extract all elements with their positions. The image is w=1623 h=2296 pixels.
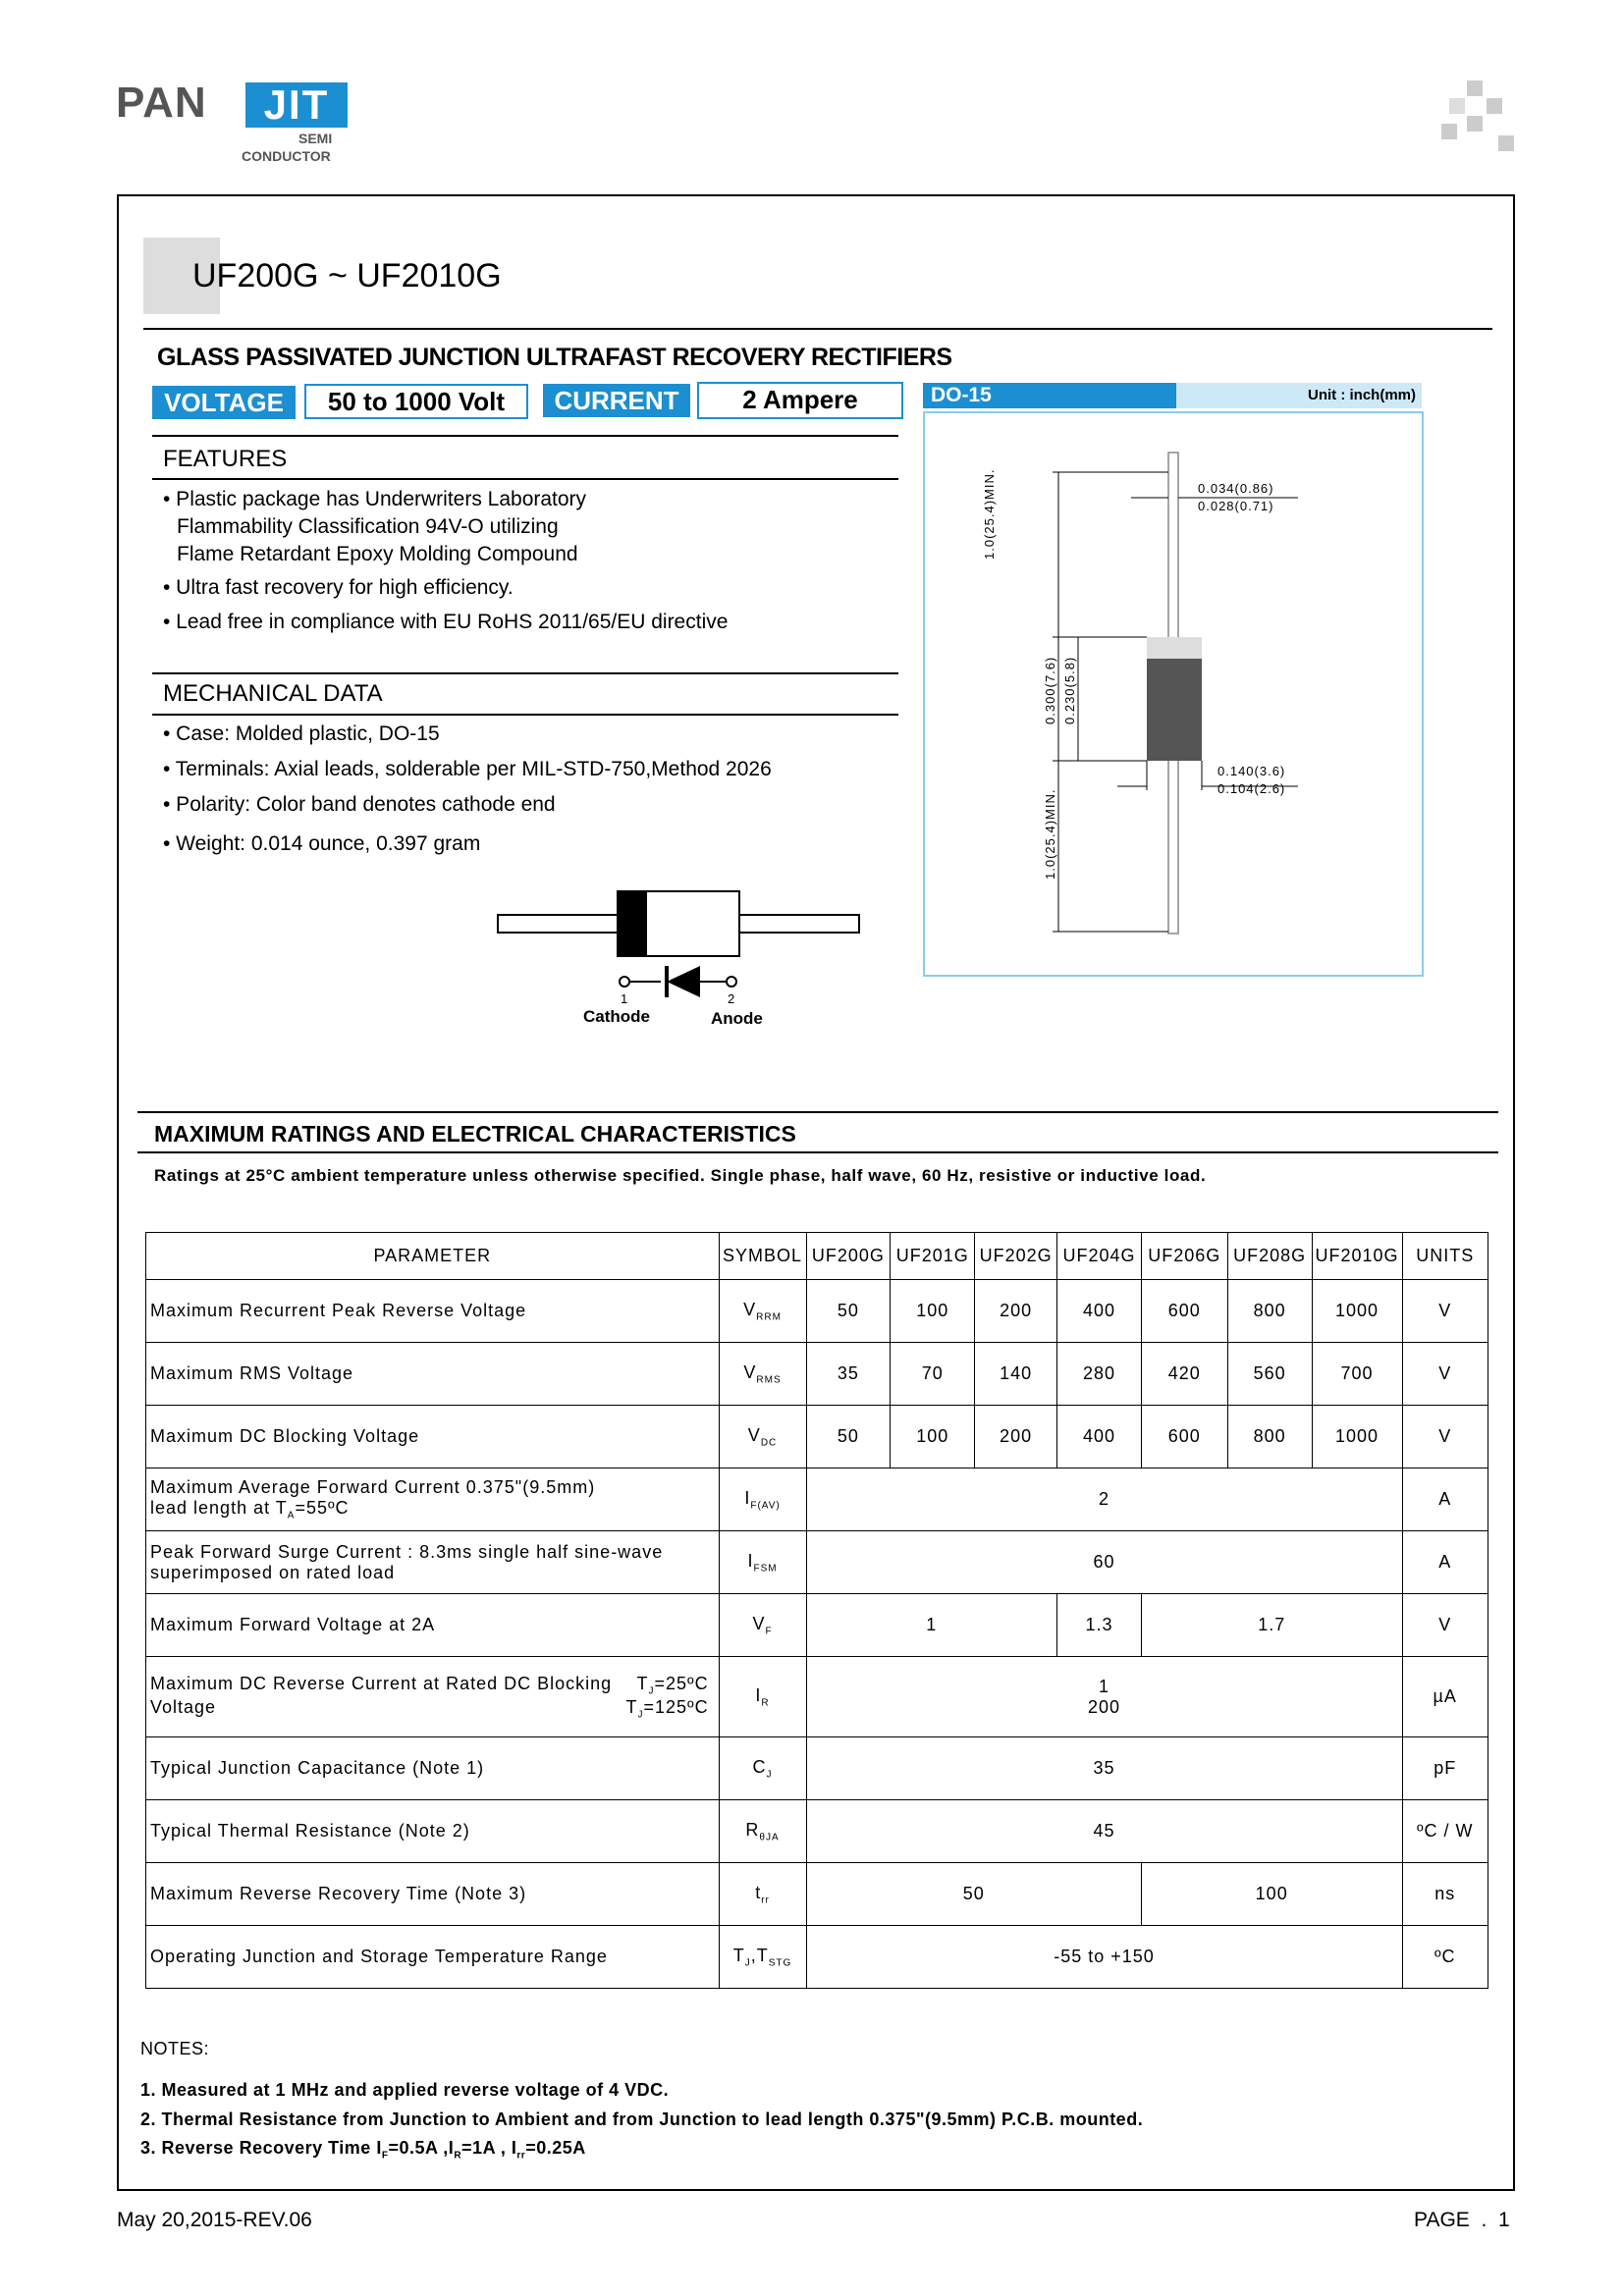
- feature-item: Flammability Classification 94V-O utilizing: [177, 515, 559, 538]
- value-cell: -55 to +150: [806, 1926, 1402, 1989]
- symbol-sub: F(AV): [750, 1500, 781, 1512]
- value-cell: 100: [891, 1406, 975, 1468]
- voltage-value: 50 to 1000 Volt: [304, 384, 528, 419]
- value-cell: 560: [1227, 1343, 1312, 1406]
- symbol-text: I: [747, 1550, 754, 1571]
- feature-item: • Ultra fast recovery for high efficiency.: [163, 576, 514, 599]
- note-3: [140, 2138, 586, 2162]
- value-cell: 1: [806, 1594, 1057, 1657]
- param-cell: Maximum DC Blocking Voltage: [146, 1406, 720, 1468]
- logo-pan: PAN: [116, 79, 207, 127]
- symbol-cell: [719, 1926, 806, 1989]
- feature-item: • Lead free in compliance with EU RoHS 2011/65/EU directive: [163, 611, 729, 633]
- param-cell: [146, 1657, 720, 1737]
- divider: [152, 478, 898, 480]
- header-cell: UF2010G: [1312, 1233, 1402, 1280]
- value-cell: 800: [1227, 1280, 1312, 1343]
- unit-cell: V: [1402, 1406, 1488, 1468]
- value-cell: 45: [806, 1800, 1402, 1863]
- param-text: Voltage: [150, 1696, 217, 1717]
- cond-text: [636, 1674, 708, 1697]
- value-cell: 50: [806, 1406, 891, 1468]
- value-cell: 35: [806, 1737, 1402, 1800]
- param-sub: A: [287, 1510, 296, 1522]
- features-heading: FEATURES: [163, 446, 288, 472]
- header-cell: SYMBOL: [719, 1233, 806, 1280]
- param-cell: Operating Junction and Storage Temperature Range: [146, 1926, 720, 1989]
- symbol-text: V: [743, 1299, 757, 1319]
- dim-wire-a: 0.034(0.86): [1198, 481, 1274, 496]
- subtitle: GLASS PASSIVATED JUNCTION ULTRAFAST RECOVERY RECTIFIERS: [157, 344, 952, 371]
- table-row: [146, 1737, 1488, 1800]
- unit-cell: ºC / W: [1402, 1800, 1488, 1863]
- dim-wire-b: 0.028(0.71): [1198, 499, 1274, 513]
- note-sub: R: [454, 2150, 462, 2162]
- pin1-label: 1: [621, 991, 628, 1006]
- table-row: [146, 1863, 1488, 1926]
- header-cell: PARAMETER: [146, 1233, 720, 1280]
- symbol-sub: rr: [761, 1895, 770, 1906]
- divider: [137, 1111, 1498, 1113]
- value-cell: 800: [1227, 1406, 1312, 1468]
- note-2: 2. Thermal Resistance from Junction to Ambient and from Junction to lead length 0.375"(9.5mm) P.C.B. mounted.: [140, 2109, 1144, 2129]
- footer-date: May 20,2015-REV.06: [117, 2209, 312, 2231]
- symbol-cell: [719, 1863, 806, 1926]
- symbol-sub: F: [765, 1626, 773, 1637]
- package-outline-drawing: [925, 413, 1422, 975]
- symbol-cell: [719, 1594, 806, 1657]
- header-cell: UF202G: [975, 1233, 1057, 1280]
- param-text: lead length at T: [150, 1498, 288, 1519]
- package-unit: Unit : inch(mm): [1176, 383, 1422, 408]
- diode-drawing: [496, 883, 869, 1031]
- notes-heading: NOTES:: [140, 2039, 210, 2058]
- param-line: [150, 1697, 717, 1721]
- pin2-label: 2: [728, 991, 735, 1006]
- symbol-cell: [719, 1343, 806, 1406]
- symbol-sub: J: [766, 1769, 773, 1781]
- note-sub: rr: [516, 2150, 526, 2162]
- value-cell: 35: [806, 1343, 891, 1406]
- package-outline-panel: [923, 411, 1424, 977]
- logo-conductor: CONDUCTOR: [242, 148, 331, 164]
- unit-cell: V: [1402, 1343, 1488, 1406]
- symbol-cell: [719, 1406, 806, 1468]
- value-cell: 400: [1057, 1280, 1142, 1343]
- ratings-condition: Ratings at 25°C ambient temperature unless otherwise specified. Single phase, half wave, 60 Hz, resistive or inductive load.: [154, 1166, 1207, 1185]
- table-row: [146, 1594, 1488, 1657]
- dim-lead-bottom: 1.0(25.4)MIN.: [1043, 788, 1057, 880]
- unit-cell: µA: [1402, 1657, 1488, 1737]
- cond-sub: J: [648, 1685, 655, 1697]
- symbol-text: V: [752, 1613, 766, 1633]
- mechanical-heading: MECHANICAL DATA: [163, 680, 383, 707]
- page-title: UF200G ~ UF2010G: [192, 257, 502, 294]
- note-text: =1A , I: [461, 2138, 517, 2158]
- characteristics-table: [145, 1232, 1488, 1989]
- table-row: [146, 1657, 1488, 1737]
- mechanical-item: • Weight: 0.014 ounce, 0.397 gram: [163, 832, 481, 855]
- param-cell: Typical Junction Capacitance (Note 1): [146, 1737, 720, 1800]
- value-line: 200: [1087, 1696, 1121, 1717]
- table-row: [146, 1468, 1488, 1531]
- table-row: [146, 1280, 1488, 1343]
- symbol-cell: [719, 1800, 806, 1863]
- symbol-cell: [719, 1468, 806, 1531]
- table-row: [146, 1800, 1488, 1863]
- table-header-row: [146, 1233, 1488, 1280]
- unit-cell: V: [1402, 1280, 1488, 1343]
- param-cell: [146, 1468, 720, 1531]
- feature-item: • Plastic package has Underwriters Laboratory: [163, 488, 587, 510]
- note-text: 3. Reverse Recovery Time I: [140, 2138, 382, 2158]
- dim-body-b: 0.230(5.8): [1062, 656, 1077, 724]
- header-cell: UF206G: [1141, 1233, 1227, 1280]
- table-row: [146, 1926, 1488, 1989]
- cond-text: [625, 1697, 708, 1721]
- footer-page: PAGE . 1: [1414, 2209, 1510, 2231]
- table-row: [146, 1406, 1488, 1468]
- value-line: 1: [1098, 1676, 1109, 1696]
- header-cell: UF208G: [1227, 1233, 1312, 1280]
- value-cell: 2: [806, 1468, 1402, 1531]
- dim-lead-top: 1.0(25.4)MIN.: [982, 468, 997, 560]
- voltage-label: VOLTAGE: [152, 386, 296, 419]
- symbol-text: t: [755, 1882, 762, 1902]
- symbol-text: C: [752, 1756, 767, 1777]
- value-cell: 600: [1141, 1280, 1227, 1343]
- unit-cell: pF: [1402, 1737, 1488, 1800]
- symbol-cell: [719, 1531, 806, 1594]
- unit-cell: A: [1402, 1468, 1488, 1531]
- value-cell: 400: [1057, 1406, 1142, 1468]
- note-text: =0.25A: [525, 2138, 586, 2158]
- param-cell: Maximum RMS Voltage: [146, 1343, 720, 1406]
- symbol-text: I: [755, 1684, 762, 1705]
- divider: [152, 435, 898, 437]
- symbol-sub: DC: [760, 1437, 778, 1449]
- value-cell: 100: [1141, 1863, 1402, 1926]
- param-line: [150, 1498, 717, 1522]
- note-1: 1. Measured at 1 MHz and applied reverse voltage of 4 VDC.: [140, 2080, 670, 2100]
- unit-cell: V: [1402, 1594, 1488, 1657]
- dim-dia-a: 0.140(3.6): [1217, 764, 1286, 778]
- checker-decoration: [1441, 80, 1516, 155]
- value-cell: 100: [891, 1280, 975, 1343]
- value-cell: 200: [975, 1280, 1057, 1343]
- mechanical-item: • Terminals: Axial leads, solderable per MIL-STD-750,Method 2026: [163, 758, 772, 780]
- header-cell: UF201G: [891, 1233, 975, 1280]
- divider: [137, 1151, 1498, 1153]
- value-cell: [806, 1657, 1402, 1737]
- current-value: 2 Ampere: [697, 382, 903, 419]
- symbol-sub: RRM: [756, 1311, 782, 1323]
- cond-val: =125ºC: [643, 1696, 709, 1717]
- param-line: superimposed on rated load: [150, 1562, 396, 1582]
- divider: [143, 328, 1492, 330]
- mechanical-item: • Case: Molded plastic, DO-15: [163, 722, 440, 745]
- note-sub: F: [381, 2150, 389, 2162]
- symbol-sub: J: [744, 1957, 751, 1969]
- dim-dia-b: 0.104(2.6): [1217, 781, 1286, 796]
- mechanical-item: • Polarity: Color band denotes cathode end: [163, 793, 556, 816]
- anode-label: Anode: [711, 1009, 763, 1028]
- cond-val: =25ºC: [654, 1673, 709, 1693]
- param-line: [150, 1674, 717, 1697]
- divider: [152, 672, 898, 674]
- package-name: DO-15: [923, 383, 1176, 408]
- value-cell: 700: [1312, 1343, 1402, 1406]
- header-cell: UNITS: [1402, 1233, 1488, 1280]
- symbol-text: T: [732, 1945, 745, 1965]
- param-text: Maximum DC Reverse Current at Rated DC Blocking: [150, 1673, 613, 1693]
- value-cell: 280: [1057, 1343, 1142, 1406]
- symbol-sub: STG: [768, 1957, 792, 1969]
- value-cell: 60: [806, 1531, 1402, 1594]
- param-line: Maximum Average Forward Current 0.375"(9.5mm): [150, 1477, 596, 1498]
- current-label: CURRENT: [543, 384, 690, 417]
- value-cell: 1000: [1312, 1280, 1402, 1343]
- value-cell: 50: [806, 1863, 1141, 1926]
- unit-cell: A: [1402, 1531, 1488, 1594]
- symbol-text: ,T: [750, 1945, 769, 1965]
- value-cell: 1.7: [1141, 1594, 1402, 1657]
- divider: [152, 714, 898, 716]
- logo-jit: JIT: [245, 82, 348, 128]
- param-cell: Maximum Reverse Recovery Time (Note 3): [146, 1863, 720, 1926]
- cathode-label: Cathode: [583, 1007, 650, 1026]
- symbol-cell: [719, 1737, 806, 1800]
- dim-body-a: 0.300(7.6): [1043, 656, 1057, 724]
- table-row: [146, 1531, 1488, 1594]
- cond-sub: J: [637, 1709, 644, 1721]
- symbol-text: I: [744, 1487, 751, 1508]
- header-cell: UF200G: [806, 1233, 891, 1280]
- symbol-cell: [719, 1280, 806, 1343]
- value-cell: 140: [975, 1343, 1057, 1406]
- unit-cell: ºC: [1402, 1926, 1488, 1989]
- symbol-sub: RMS: [756, 1374, 782, 1386]
- ratings-heading: MAXIMUM RATINGS AND ELECTRICAL CHARACTERISTICS: [154, 1121, 796, 1147]
- header-cell: UF204G: [1057, 1233, 1142, 1280]
- unit-cell: ns: [1402, 1863, 1488, 1926]
- value-cell: 50: [806, 1280, 891, 1343]
- param-cell: Maximum Forward Voltage at 2A: [146, 1594, 720, 1657]
- table-row: [146, 1343, 1488, 1406]
- symbol-sub: FSM: [753, 1563, 778, 1575]
- symbol-text: R: [745, 1819, 760, 1840]
- symbol-sub: θJA: [759, 1832, 780, 1843]
- logo-semi: SEMI: [298, 131, 333, 146]
- param-cell: Typical Thermal Resistance (Note 2): [146, 1800, 720, 1863]
- symbol-cell: [719, 1657, 806, 1737]
- value-cell: 1000: [1312, 1406, 1402, 1468]
- symbol-sub: R: [761, 1697, 770, 1709]
- param-cell: [146, 1531, 720, 1594]
- param-cell: Maximum Recurrent Peak Reverse Voltage: [146, 1280, 720, 1343]
- cond-t: T: [636, 1673, 649, 1693]
- note-text: =0.5A ,I: [388, 2138, 455, 2158]
- symbol-text: V: [743, 1362, 757, 1382]
- value-cell: 200: [975, 1406, 1057, 1468]
- value-cell: 70: [891, 1343, 975, 1406]
- symbol-text: V: [747, 1424, 761, 1445]
- value-cell: 420: [1141, 1343, 1227, 1406]
- feature-item: Flame Retardant Epoxy Molding Compound: [177, 543, 578, 565]
- param-line: Peak Forward Surge Current : 8.3ms single half sine-wave: [150, 1541, 664, 1562]
- value-cell: 1.3: [1057, 1594, 1142, 1657]
- value-cell: 600: [1141, 1406, 1227, 1468]
- param-text: =55ºC: [295, 1498, 350, 1519]
- cond-t: T: [625, 1696, 638, 1717]
